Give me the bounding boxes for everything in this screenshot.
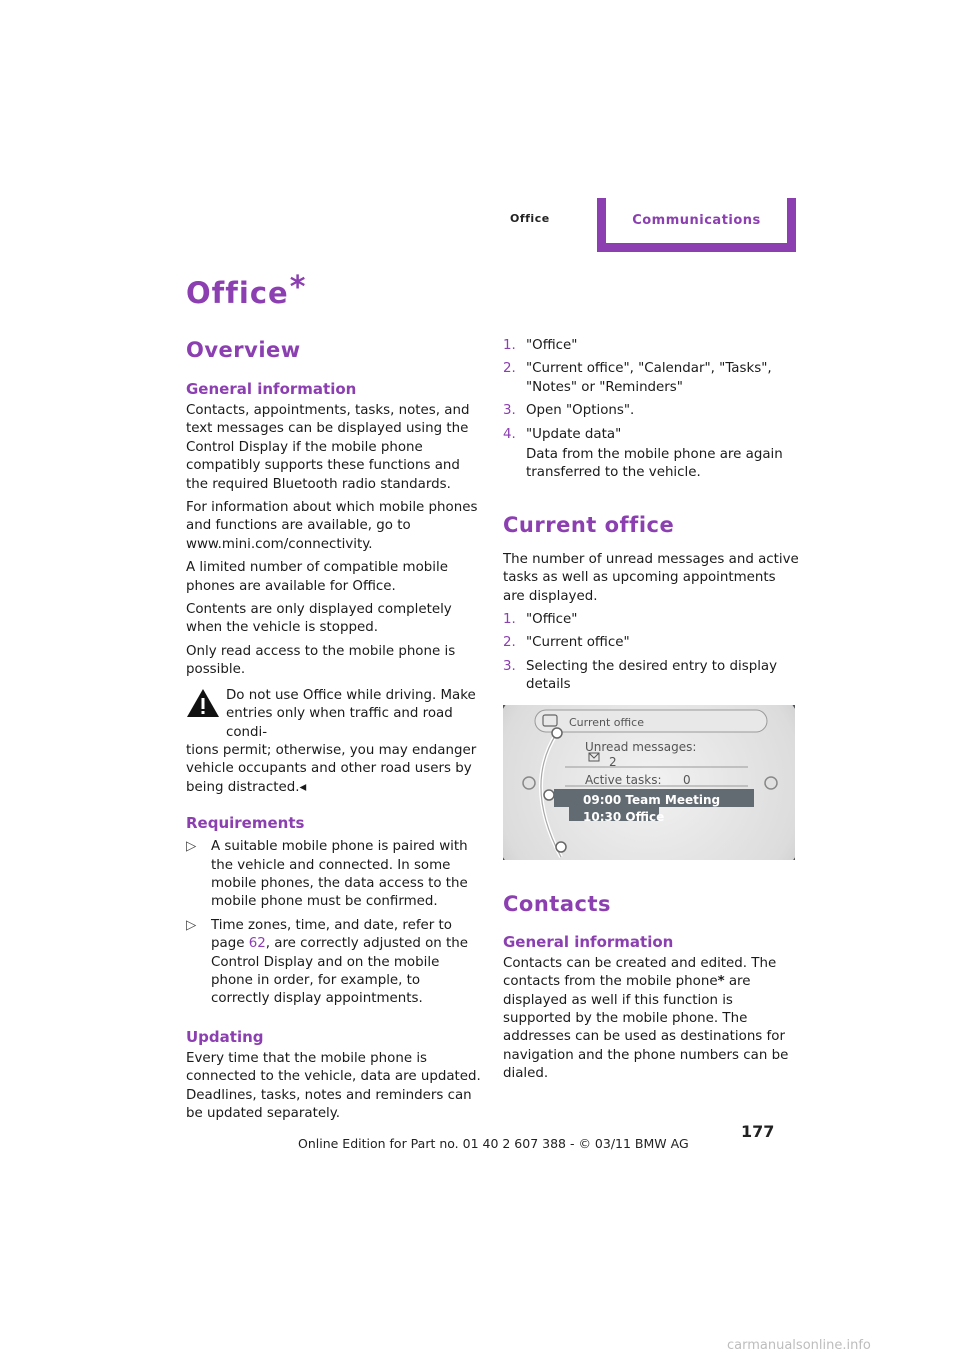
appointment-item[interactable]: 10:30 Office — [583, 809, 665, 824]
page-title-text: Office — [186, 276, 289, 310]
step-number: 1. — [503, 612, 516, 628]
contacts-paragraph-part2: are displayed as well if this function is supported by the mobile phone. The addresses can be used as destinations for navigation and the phone numbers can be dialed. — [503, 974, 789, 1082]
contacts-general-heading: General information — [503, 932, 674, 951]
end-mark-icon: ◂ — [299, 779, 307, 795]
step-number: 3. — [503, 658, 516, 674]
step-number: 2. — [503, 361, 516, 377]
optional-equipment-star: * — [717, 974, 725, 990]
page-reference-link[interactable]: 62 — [248, 936, 266, 952]
general-paragraph-3: A limited number of compatible mobile phones are available for Office. — [186, 560, 448, 594]
unread-messages-value: 2 — [609, 754, 617, 769]
control-display-screenshot — [503, 705, 795, 860]
overview-heading: Overview — [186, 338, 301, 362]
warning-text-rest — [186, 742, 482, 797]
active-tasks-value: 0 — [683, 772, 691, 787]
warning-line-2: entries only when traffic and road condi- — [226, 706, 453, 740]
general-paragraph-2: For information about which mobile phones and functions are available, go to www.mini.com/connectivity. — [186, 500, 478, 552]
step-text: "Office" — [526, 338, 578, 353]
update-step — [503, 337, 799, 355]
step-number: 4. — [503, 426, 516, 442]
requirements-heading: Requirements — [186, 814, 305, 833]
current-office-heading: Current office — [503, 512, 675, 537]
general-paragraph-1: Contacts, appointments, tasks, notes, and text messages can be displayed using the Control Display if the mobile phone compatibly supports these functions and the required Bluetooth radio standards. — [186, 403, 470, 492]
update-step-note: Data from the mobile phone are again transferred to the vehicle. — [526, 447, 783, 481]
current-office-step — [503, 658, 799, 695]
requirement-item — [186, 838, 482, 912]
warning-note — [186, 687, 482, 797]
warning-rest: tions permit; otherwise, you may endanger vehicle occupants and other road users by being distracted. — [186, 742, 477, 795]
general-information-heading: General information — [186, 380, 357, 398]
step-number: 2. — [503, 635, 516, 651]
updating-paragraph: Every time that the mobile phone is connected to the vehicle, data are updated. Deadlines, tasks, notes and reminders can be updated separately. — [186, 1050, 481, 1121]
updating-heading: Updating — [186, 1027, 264, 1046]
unread-messages-label: Unread messages: — [585, 739, 697, 754]
step-text: "Office" — [526, 612, 578, 628]
appointment-item[interactable]: 09:00 Team Meeting — [583, 792, 721, 807]
requirement-item-1-text: A suitable mobile phone is paired with the vehicle and connected. In some mobile phones, the data access to the mobile phone must be confirmed. — [211, 839, 468, 910]
footer-edition-text: Online Edition for Part no. 01 40 2 607 388 - © 03/11 BMW AG — [298, 1136, 689, 1151]
contacts-paragraph — [503, 955, 799, 1084]
bullet-icon: ▷ — [186, 917, 197, 933]
step-text: "Current office", "Calendar", "Tasks", "Notes" or "Reminders" — [526, 361, 772, 395]
step-text: Selecting the desired entry to display details — [526, 658, 778, 693]
watermark: carmanualsonline.info — [727, 1338, 871, 1353]
step-text: "Current office" — [526, 635, 630, 651]
screen-title: Current office — [569, 715, 644, 729]
update-step — [503, 360, 799, 397]
active-tasks-label: Active tasks: — [585, 772, 662, 787]
step-text: "Update data" — [526, 426, 622, 442]
optional-equipment-star: * — [289, 270, 307, 305]
header-section-label: Office — [510, 212, 550, 225]
update-step — [503, 402, 799, 420]
contacts-paragraph-part1: Contacts can be created and edited. The contacts from the mobile phone — [503, 955, 777, 990]
current-office-paragraph: The number of unread messages and active tasks as well as upcoming appointments are displayed. — [503, 551, 799, 604]
left-column — [186, 338, 482, 1128]
step-number: 1. — [503, 338, 516, 353]
page-number: 177 — [741, 1122, 775, 1141]
page-title — [186, 270, 306, 310]
requirement-item — [186, 917, 482, 1009]
chapter-tab-inner — [606, 198, 787, 243]
requirement-item-2-text: Time zones, time, and date, refer to page — [211, 917, 452, 952]
right-column — [503, 337, 799, 1089]
general-paragraph-5: Only read access to the mobile phone is possible. — [186, 643, 456, 678]
contacts-heading: Contacts — [503, 891, 611, 916]
chapter-tab-label: Communications — [632, 213, 761, 228]
current-office-step — [503, 611, 799, 629]
general-paragraph-4: Contents are only displayed completely when the vehicle is stopped. — [186, 602, 452, 636]
warning-triangle-icon — [186, 687, 220, 719]
step-number: 3. — [503, 403, 516, 419]
bullet-icon: ▷ — [186, 839, 197, 855]
requirement-item-2-text-end: , are correctly adjusted on the Control Display and on the mobile phone in order, for example, to correctly display appointments. — [211, 936, 469, 1007]
update-step — [503, 426, 799, 444]
current-office-step — [503, 634, 799, 652]
warning-line-1: Do not use Office while driving. Make — [226, 687, 476, 703]
step-text: Open "Options". — [526, 403, 635, 419]
chapter-tab — [597, 198, 796, 252]
